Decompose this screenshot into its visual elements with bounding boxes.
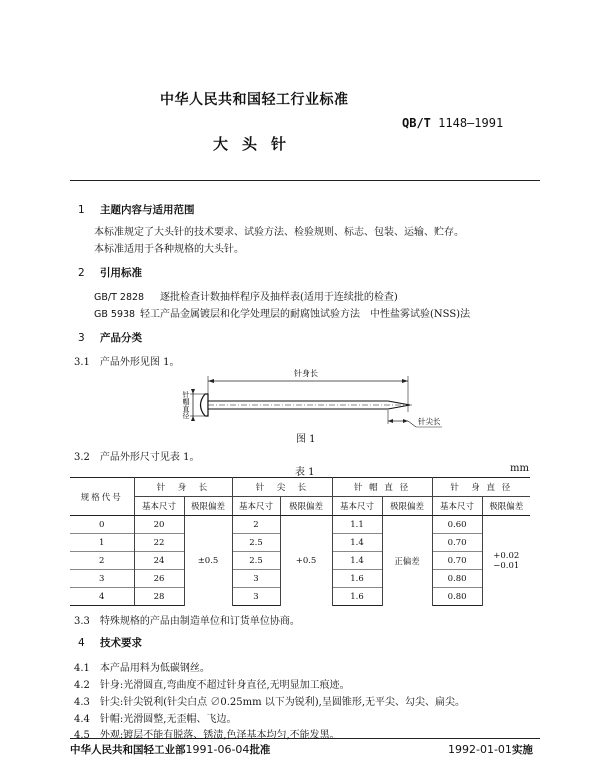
leader-line — [408, 421, 416, 427]
section-number: 1 — [78, 204, 85, 216]
cell-body-tolerance: ±0.5 — [184, 516, 232, 606]
header-basic-size: 基本尺寸 — [232, 497, 280, 516]
dimension-arrow-top — [191, 389, 195, 394]
reference-item — [94, 288, 398, 303]
reference-text: 逐批检查计数抽样程序及抽样表(适用于连续批的检查) — [160, 292, 398, 303]
footer-divider — [70, 738, 540, 739]
section-title: 技术要求 — [100, 637, 142, 649]
cell-head-diameter: 1.1 — [332, 516, 382, 534]
cell-code: 1 — [70, 534, 134, 552]
cell-body-length: 24 — [134, 552, 184, 570]
clause-4-2: 4.2 针身:光滑圆直,弯曲度不超过针身直径,无明显加工痕迹。 — [74, 680, 350, 691]
cell-head-diameter: 1.4 — [332, 534, 382, 552]
header-tolerance: 极限偏差 — [280, 497, 332, 516]
cell-code: 2 — [70, 552, 134, 570]
issuing-authority: 中华人民共和国轻工行业标准 — [160, 92, 349, 108]
cell-body-length: 22 — [134, 534, 184, 552]
table-unit: mm — [510, 463, 529, 474]
tolerance-upper: +0.02 — [493, 550, 520, 561]
cell-body-diameter: 0.70 — [432, 552, 482, 570]
table-row — [70, 516, 530, 534]
cell-head-tolerance: 正偏差 — [382, 516, 432, 606]
implementation-date: 1992-01-01 — [448, 743, 512, 756]
header-tolerance: 极限偏差 — [382, 497, 432, 516]
header-divider — [70, 180, 540, 181]
reference-text: 轻工产品金属镀层和化学处理层的耐腐蚀试验方法 中性盐雾试验(NSS)法 — [140, 309, 471, 320]
cell-body-diameter: 0.80 — [432, 588, 482, 606]
section-1-heading — [78, 202, 195, 217]
scope-paragraph-1: 本标准规定了大头针的技术要求、试验方法、检验规则、标志、包装、运输、贮存。 — [94, 227, 464, 238]
cell-body-length: 28 — [134, 588, 184, 606]
dimensions-table — [70, 477, 530, 606]
cell-body-diameter: 0.80 — [432, 570, 482, 588]
header-body-length: 针 身 长 — [134, 478, 232, 497]
clause-3-2: 3.2 产品外形尺寸见表 1。 — [74, 452, 200, 463]
pin-head — [201, 394, 209, 416]
dimension-arrow-left — [208, 379, 214, 383]
cell-tip-length: 2.5 — [232, 534, 280, 552]
header-tolerance: 极限偏差 — [482, 497, 530, 516]
cell-code: 4 — [70, 588, 134, 606]
dimension-arrow-right — [403, 419, 408, 423]
cell-body-length: 20 — [134, 516, 184, 534]
section-number: 2 — [78, 267, 85, 279]
header-basic-size: 基本尺寸 — [134, 497, 184, 516]
clause-4-5: 4.5 外观:镀层不能有脱落、锈渍,色泽基本均匀,不能发黑。 — [74, 730, 340, 741]
cell-code: 3 — [70, 570, 134, 588]
cell-body-diameter: 0.60 — [432, 516, 482, 534]
cell-body-diameter: 0.70 — [432, 534, 482, 552]
clause-4-3: 4.3 针尖:针尖锐利(针尖白点 ∅0.25mm 以下为锐利),呈圆锥形,无平尖、勾尖、扁尖。 — [74, 697, 466, 708]
cell-tip-tolerance: +0.5 — [280, 516, 332, 606]
implementation-line — [448, 742, 533, 757]
section-number: 3 — [78, 332, 85, 344]
dimension-arrow-bottom — [191, 416, 195, 421]
table-caption: 表 1 — [295, 467, 315, 478]
clause-4-4: 4.4 针帽:光滑圆整,无歪帽、飞边。 — [74, 714, 237, 725]
header-head-diameter: 针 帽 直 径 — [332, 478, 432, 497]
cell-tip-length: 3 — [232, 588, 280, 606]
approving-authority: 中华人民共和国轻工业部 — [70, 744, 186, 756]
standard-code: 1148—1991 — [438, 116, 504, 130]
dimension-arrow-right — [402, 379, 408, 383]
approval-line — [70, 742, 270, 757]
cell-code: 0 — [70, 516, 134, 534]
section-title: 产品分类 — [100, 332, 142, 344]
reference-code: GB/T 2828 — [94, 292, 145, 303]
clause-3-3: 3.3 特殊规格的产品由制造单位和订货单位协商。 — [74, 616, 300, 627]
clause-3-1: 3.1 产品外形见图 1。 — [74, 357, 180, 368]
pin-figure — [160, 364, 450, 432]
dimension-arrow-left — [388, 419, 393, 423]
head-diameter-label: 针帽直径 — [182, 391, 190, 419]
approval-date: 1991-06-04 — [185, 743, 250, 756]
section-4-heading — [78, 635, 142, 650]
cell-head-diameter: 1.6 — [332, 570, 382, 588]
header-tolerance: 极限偏差 — [184, 497, 232, 516]
standard-number — [402, 116, 503, 130]
header-body-diameter: 针 身 直 径 — [432, 478, 530, 497]
header-tip-length: 针 尖 长 — [232, 478, 332, 497]
implementation-suffix: 实施 — [511, 744, 533, 756]
clause-4-1: 4.1 本产品用料为低碳钢丝。 — [74, 663, 210, 674]
header-basic-size: 基本尺寸 — [332, 497, 382, 516]
standard-prefix: QB/T — [402, 116, 431, 130]
section-title: 主题内容与适用范围 — [100, 204, 195, 216]
reference-code: GB 5938 — [94, 309, 136, 320]
cell-tip-length: 2.5 — [232, 552, 280, 570]
header-basic-size: 基本尺寸 — [432, 497, 482, 516]
section-2-heading — [78, 265, 142, 280]
tolerance-lower: −0.01 — [493, 560, 520, 571]
cell-head-diameter: 1.4 — [332, 552, 382, 570]
cell-tip-length: 3 — [232, 570, 280, 588]
scope-paragraph-2: 本标准适用于各种规格的大头针。 — [94, 244, 244, 255]
reference-item — [94, 305, 470, 320]
section-3-heading — [78, 330, 142, 345]
document-title: 大头针 — [213, 135, 301, 153]
section-number: 4 — [78, 637, 85, 649]
figure-caption: 图 1 — [296, 434, 316, 445]
section-title: 引用标准 — [100, 267, 142, 279]
tip-length-label: 针尖长 — [418, 417, 441, 426]
cell-head-diameter: 1.6 — [332, 588, 382, 606]
cell-diameter-tolerance — [482, 516, 530, 606]
body-length-label: 针身长 — [294, 369, 318, 378]
header-code: 规格代号 — [70, 478, 134, 516]
cell-body-length: 26 — [134, 570, 184, 588]
approval-suffix: 批准 — [249, 744, 271, 756]
cell-tip-length: 2 — [232, 516, 280, 534]
